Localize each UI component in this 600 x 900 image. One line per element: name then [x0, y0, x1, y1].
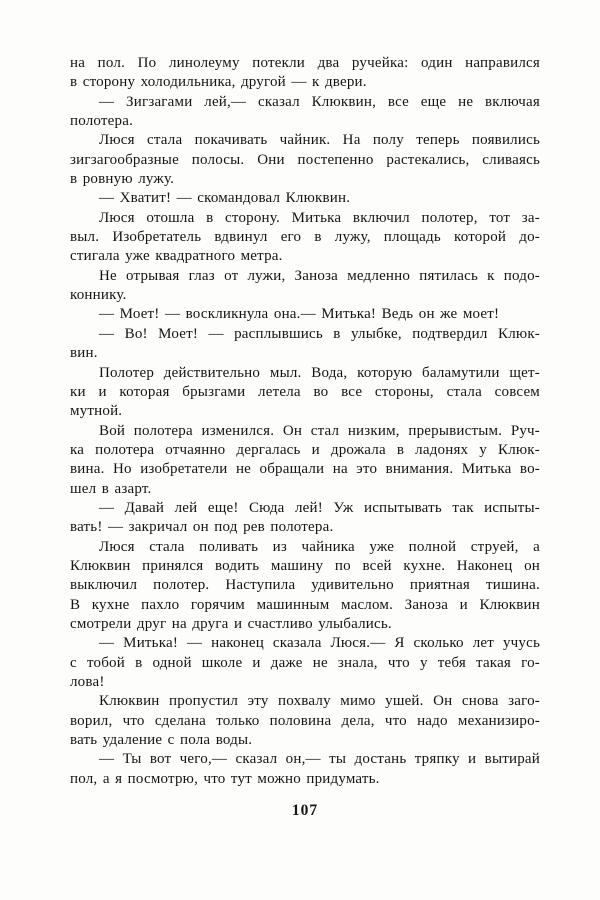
text-line: зигзагообразные полосы. Они постепенно растекались, сливаясь — [70, 151, 540, 168]
text-line: ки и которая брызгами летела во все стороны, стала совсем — [70, 383, 540, 400]
text-line: Не отрывая глаз от лужи, Заноза медленно пятилась к подо- — [99, 267, 540, 284]
text-line: стигала уже квадратного метра. — [70, 248, 283, 265]
text-line: Люся стала поливать из чайника уже полной струей, а — [99, 538, 540, 555]
text-line: — Митька! — наконец сказала Люся.— Я сколько лет учусь — [99, 635, 540, 652]
text-line: — Зигзагами лей,— сказал Клюквин, все еще не включая — [99, 93, 540, 110]
text-line: — Хватит! — скомандовал Клюквин. — [99, 190, 351, 207]
text-line: смотрели друг на друга и счастливо улыбались. — [70, 615, 392, 632]
text-line: Клюквин принялся водить машину по всей кухне. Наконец он — [70, 557, 540, 574]
text-block — [70, 54, 540, 789]
text-line: с тобой в одной школе и даже не знала, что у тебя такая го- — [70, 654, 540, 671]
text-line: — Во! Моет! — расплывшись в улыбке, подтвердил Клюк- — [99, 325, 540, 342]
text-line: выключил полотер. Наступила удивительно приятная тишина. — [70, 577, 540, 594]
text-line: Полотер действительно мыл. Вода, которую баламутили щет- — [99, 364, 540, 381]
text-line: коннику. — [70, 287, 127, 304]
text-line: — Моет! — воскликнула она.— Митька! Ведь он же моет! — [99, 306, 500, 323]
text-line: В кухне пахло горячим машинным маслом. Заноза и Клюквин — [70, 596, 540, 613]
text-line: вин. — [70, 345, 98, 362]
text-line: вина. Но изобретатели не обращали на это внимания. Митька во- — [70, 461, 540, 478]
text-line: ворил, что сделана только половина дела, что надо механизиро- — [70, 712, 540, 729]
text-line: на пол. По линолеуму потекли два ручейка: один направился — [70, 55, 540, 71]
text-line: Клюквин пропустил эту похвалу мимо ушей. Он снова заго- — [99, 693, 540, 710]
text-line: — Давай лей еще! Сюда лей! Уж испытывать так испыты- — [99, 499, 540, 516]
text-line: вать удаление с пола воды. — [70, 732, 253, 749]
text-line: выл. Изобретатель вдвинул его в лужу, площадь которой до- — [70, 229, 540, 246]
text-line: ка полотера отчаянно дергалась и дрожала в ладонях у Клюк- — [70, 441, 540, 458]
text-line: лова! — [70, 674, 105, 690]
text-line: Люся отошла в сторону. Митька включил полотер, тот за- — [99, 209, 540, 226]
text-line: пол, а я посмотрю, что тут можно придумать. — [70, 770, 380, 787]
text-line: шел в азарт. — [70, 480, 152, 497]
text-line: Люся стала покачивать чайник. На полу теперь появились — [99, 132, 540, 149]
text-line: вать! — закричал он под рев полотера. — [70, 519, 334, 536]
text-line: Вой полотера изменился. Он стал низким, прерывистым. Руч- — [99, 422, 540, 439]
page-number: 107 — [291, 802, 319, 819]
text-line: — Ты вот чего,— сказал он,— ты достань тряпку и вытирай — [99, 751, 540, 768]
text-line: в сторону холодильника, другой — к двери. — [70, 74, 367, 91]
text-line: полотера. — [70, 113, 134, 130]
text-line: в ровную лужу. — [70, 171, 175, 188]
text-line: мутной. — [70, 403, 123, 420]
